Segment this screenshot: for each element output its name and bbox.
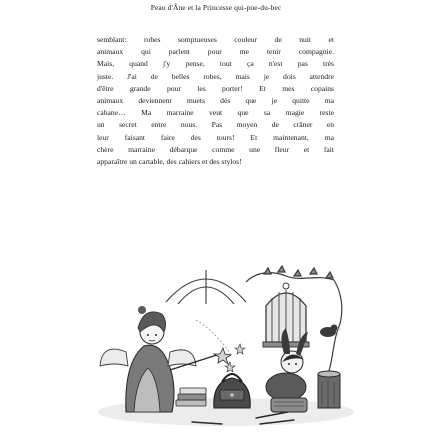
illustration: [96, 262, 356, 432]
body-line: apparaître un cartable, des cahiers et des stylos!: [97, 156, 242, 166]
body-line: leur faisant faire des tours! Et maintenant, ma: [97, 132, 334, 142]
window-frame: [166, 270, 246, 304]
body-line: juste. J'ai de belles robes, mais je dois attendre: [97, 71, 334, 81]
running-head: Peau d'Âne et la Princesse qui-pue-du-bec: [150, 3, 282, 12]
body-line: animaux qui parlent pour me tenir compagnie.: [97, 47, 334, 57]
body-line: semblant: robes somptueuses couleur de nuit et: [97, 35, 334, 44]
body-line: animaux deviennent muets dès que je quitte ma: [97, 95, 334, 105]
body-line: chère marraine débarque comme une fleur et fait: [97, 144, 334, 154]
body-paragraph: [97, 34, 334, 168]
body-line: cabane… Ma marraine veut que sa magie reste: [97, 108, 334, 118]
body-line: d'être grande pour les porter! Et mes copains: [97, 83, 334, 93]
body-line: Mais, quand j'y pense, tout ça n'est pas très: [97, 59, 334, 69]
body-line: un secret entre nous. Pas moyen de crâner en: [97, 120, 334, 130]
notebooks: [176, 388, 206, 406]
schoolbag: [214, 374, 250, 408]
tree-stump: [318, 371, 340, 408]
